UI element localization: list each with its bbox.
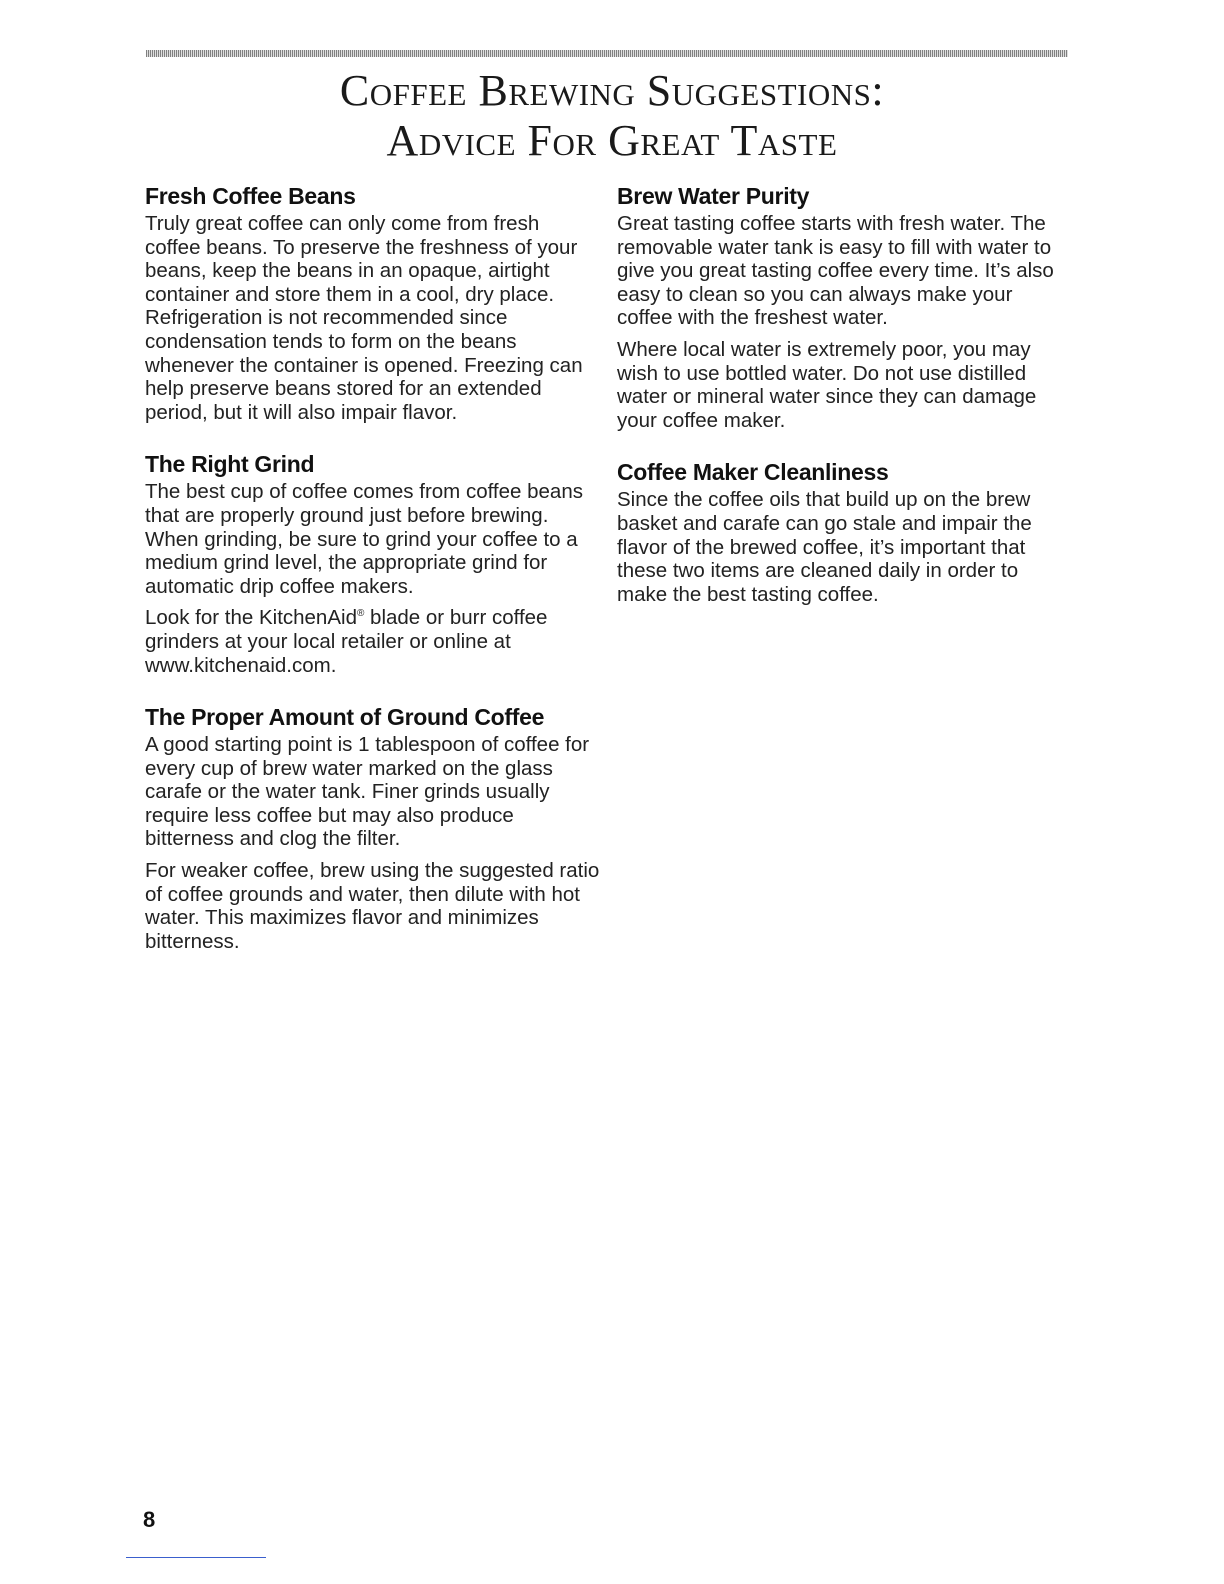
section-paragraph: The best cup of coffee comes from coffee beans that are properly ground just before brewing. When grinding, be sure to grind your coffee to a medium grind level, the appropriate grind for automatic drip coffee makers. bbox=[145, 480, 583, 598]
paragraph-text: blade or burr coffee grinders at your local retailer or online at www.kitchenaid.com. bbox=[145, 606, 548, 677]
section-the-right-grind bbox=[145, 450, 600, 677]
section-paragraph: For weaker coffee, brew using the suggested ratio of coffee grounds and water, then dilute with hot water. This maximizes flavor and minimizes bitterness. bbox=[145, 859, 600, 953]
section-paragraph: Where local water is extremely poor, you may wish to use bottled water. Do not use distilled water or mineral water since they can damage your coffee maker. bbox=[617, 337, 1037, 432]
paragraph-text: Look for the KitchenAid bbox=[145, 606, 357, 630]
page-title-line-1: Coffee Brewing Suggestions: bbox=[339, 66, 885, 115]
section-paragraph: A good starting point is 1 tablespoon of coffee for every cup of brew water marked on the glass carafe or the water tank. Finer grinds usually require less coffee but may also produce bitterness and clog the filter. bbox=[145, 733, 590, 851]
registered-mark: ® bbox=[356, 608, 365, 620]
section-paragraph: Great tasting coffee starts with fresh water. The removable water tank is easy to fill with water to give you great tasting coffee every time. It’s also easy to clean so you can always make your coffee with the freshest water. bbox=[617, 212, 1054, 330]
section-paragraph: Since the coffee oils that build up on the brew basket and carafe can go stale and impair the flavor of the brewed coffee, it’s important that these two items are cleaned daily in order to make the best tasting coffee. bbox=[617, 488, 1032, 606]
section-fresh-coffee-beans bbox=[145, 182, 600, 424]
section-paragraph: Truly great coffee can only come from fresh coffee beans. To preserve the freshness of your beans, keep the beans in an opaque, airtight container and store them in a cool, dry place. Refrigeration is not recommended since condensation tends to form on the beans whenever the container is opened. Freezing can help preserve beans stored for an extended period, but it will also impair flavor. bbox=[145, 212, 583, 424]
section-heading: The Proper Amount of Ground Coffee bbox=[145, 704, 545, 731]
top-decorative-rule bbox=[146, 50, 1068, 57]
section-coffee-maker-cleanliness bbox=[617, 458, 1072, 606]
page-number: 8 bbox=[143, 1507, 156, 1532]
left-column bbox=[145, 182, 600, 979]
section-heading: Brew Water Purity bbox=[617, 183, 810, 209]
right-column bbox=[617, 182, 1072, 632]
section-paragraph-kitchenaid bbox=[145, 606, 600, 677]
page-title bbox=[0, 66, 1224, 166]
page-title-line-2: Advice For Great Taste bbox=[386, 116, 838, 165]
section-heading: Coffee Maker Cleanliness bbox=[617, 459, 889, 486]
section-brew-water-purity bbox=[617, 182, 1072, 432]
section-heading: The Right Grind bbox=[145, 451, 315, 478]
bottom-link-rule bbox=[126, 1557, 266, 1558]
section-proper-amount bbox=[145, 703, 600, 953]
section-heading: Fresh Coffee Beans bbox=[145, 183, 356, 209]
